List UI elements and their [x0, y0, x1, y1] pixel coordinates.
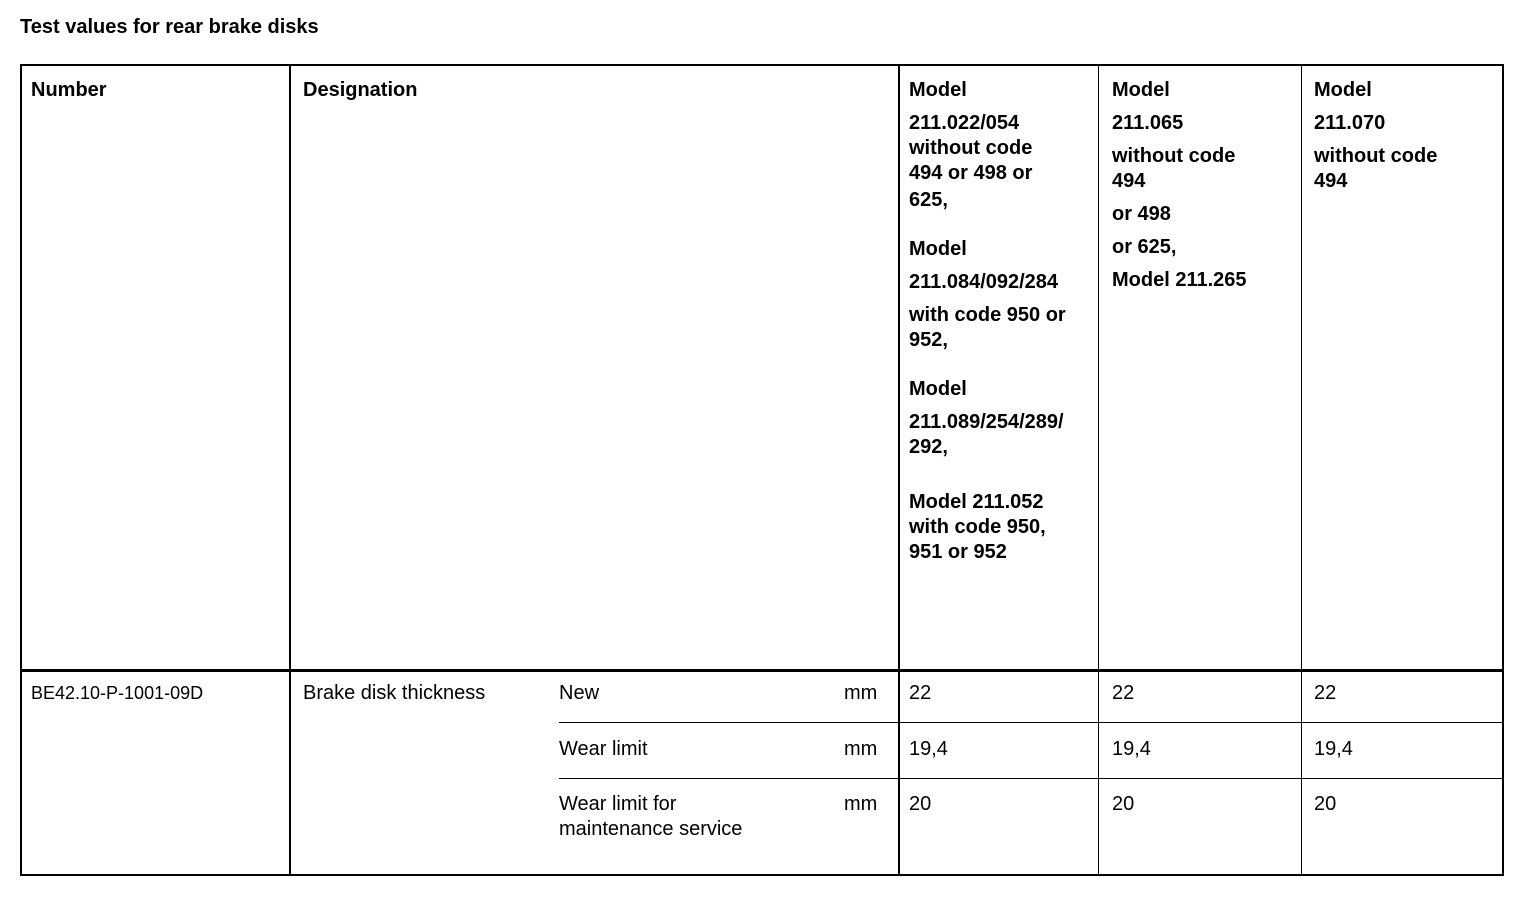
- header-text: 211.022/054: [909, 112, 1020, 134]
- header-text: Model 211.052: [909, 491, 1044, 513]
- header-text: 211.065: [1112, 112, 1184, 134]
- row-divider: [559, 722, 1502, 723]
- header-text: or 498: [1112, 203, 1171, 225]
- item-value: 19,4: [1112, 738, 1151, 760]
- header-text: without code: [1112, 145, 1236, 167]
- header-designation: Designation: [303, 79, 418, 101]
- header-text: Model: [909, 238, 967, 260]
- header-text: 211.070: [1314, 112, 1386, 134]
- row-number: BE42.10-P-1001-09D: [31, 683, 204, 703]
- column-divider: [1098, 66, 1099, 874]
- row-designation: Brake disk thickness: [303, 682, 486, 704]
- row-divider: [559, 778, 1502, 779]
- header-text: without code: [1314, 145, 1438, 167]
- header-text: 211.084/092/284: [909, 271, 1059, 293]
- header-text: 951 or 952: [909, 541, 1007, 563]
- header-model-col1: [909, 78, 1066, 565]
- header-model-col2: [1112, 78, 1247, 293]
- header-model-col3: [1314, 78, 1437, 194]
- header-text: Model: [1314, 79, 1372, 101]
- item-unit: mm: [844, 738, 878, 760]
- header-text: 494 or 498 or: [909, 162, 1033, 184]
- column-divider: [1301, 66, 1302, 874]
- header-text: with code 950 or: [909, 304, 1066, 326]
- item-label: Wear limit: [559, 738, 648, 760]
- item-value: 22: [909, 682, 932, 704]
- header-text: Model 211.265: [1112, 269, 1247, 291]
- header-divider: [22, 669, 1502, 672]
- header-text: 952,: [909, 329, 948, 351]
- page-title: Test values for rear brake disks: [20, 16, 319, 38]
- item-value: 22: [1112, 682, 1135, 704]
- header-text: 494: [1112, 170, 1146, 192]
- item-label: [559, 792, 742, 842]
- item-label: New: [559, 682, 600, 704]
- header-text: 494: [1314, 170, 1348, 192]
- item-value: 19,4: [1314, 738, 1353, 760]
- item-value: 20: [1314, 793, 1337, 815]
- header-text: 211.089/254/289/: [909, 411, 1064, 433]
- item-label-line: maintenance service: [559, 818, 743, 840]
- item-unit: mm: [844, 682, 878, 704]
- test-values-table: [20, 64, 1504, 876]
- item-unit: mm: [844, 793, 878, 815]
- header-text: with code 950,: [909, 516, 1046, 538]
- header-text: without code: [909, 137, 1033, 159]
- header-text: Model: [909, 79, 967, 101]
- item-value: 20: [1112, 793, 1135, 815]
- header-text: or 625,: [1112, 236, 1177, 258]
- item-value: 19,4: [909, 738, 948, 760]
- item-label-line: Wear limit for: [559, 793, 677, 815]
- item-value: 22: [1314, 682, 1337, 704]
- column-divider: [289, 66, 291, 874]
- header-text: 292,: [909, 436, 948, 458]
- header-number: Number: [31, 79, 107, 101]
- header-text: Model: [1112, 79, 1170, 101]
- header-text: Model: [909, 378, 967, 400]
- header-text: 625,: [909, 189, 948, 211]
- item-value: 20: [909, 793, 932, 815]
- column-divider: [898, 66, 900, 874]
